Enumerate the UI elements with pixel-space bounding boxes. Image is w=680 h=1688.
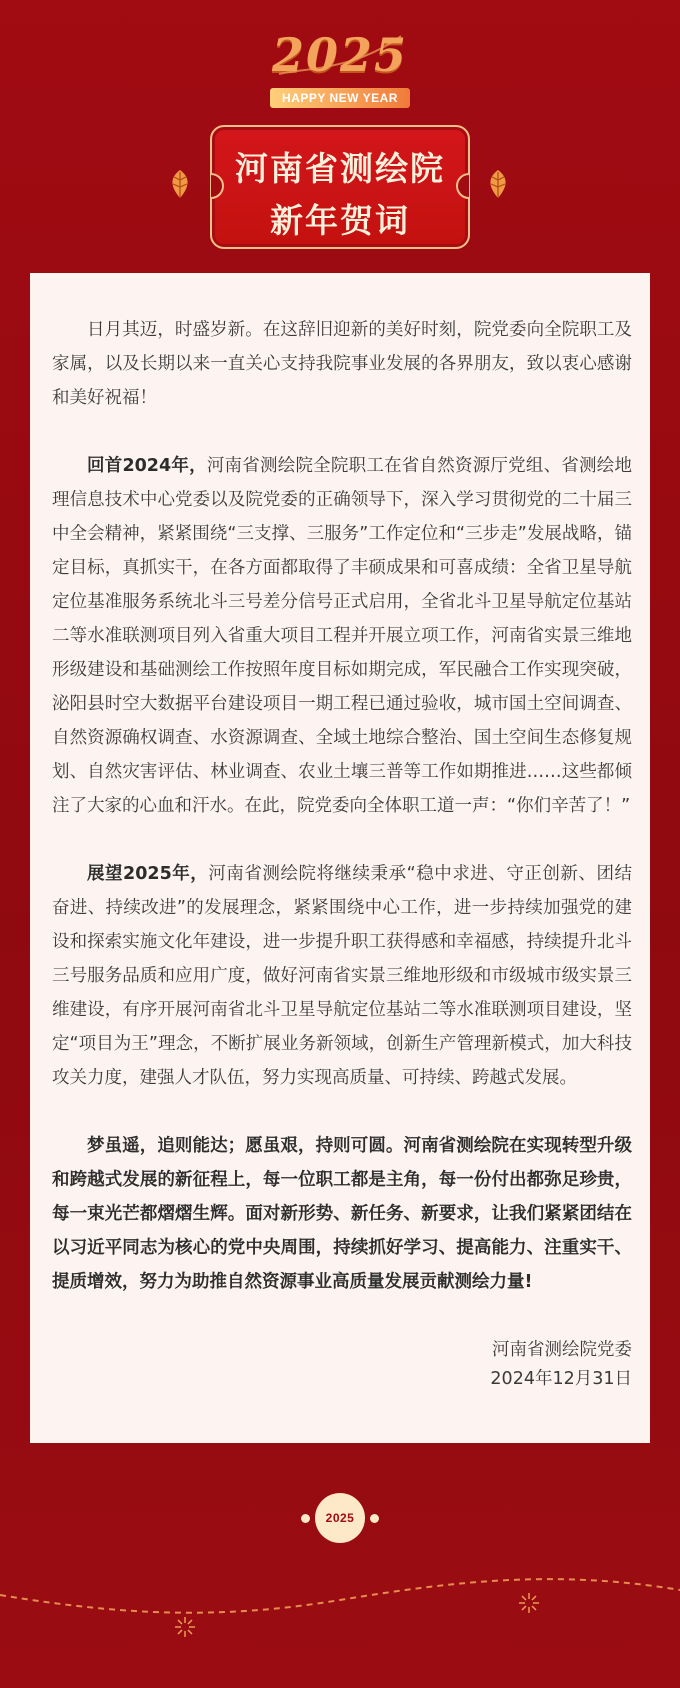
- outlook-paragraph: [52, 857, 632, 1095]
- intro-paragraph: 日月其迈，时盛岁新。在这辞旧迎新的美好时刻，院党委向全院职工及家属，以及长期以来一直关心支持我院事业发展的各界朋友，致以衷心感谢和美好祝福！: [52, 320, 632, 408]
- firework-left-icon: [174, 1616, 196, 1638]
- review-lead: 回首2024年，: [87, 456, 207, 476]
- year-badge: 2025: [315, 1493, 365, 1543]
- left-leaf-ornament-icon: [166, 168, 194, 200]
- signature-date: 2024年12月31日: [490, 1369, 632, 1389]
- swoosh-decoration-icon: [275, 30, 405, 80]
- dashed-wave-decoration: [0, 1560, 680, 1620]
- review-paragraph: [52, 449, 632, 823]
- title-plaque: [210, 125, 470, 249]
- closing-paragraph: 梦虽遥，追则能达；愿虽艰，持则可圆。河南省测绘院在实现转型升级和跨越式发展的新征程上，每一位职工都是主角，每一份付出都弥足珍贵，每一束光芒都熠熠生辉。面对新形势、新任务、新要求，让我们紧紧团结在以习近平同志为核心的党中央周围，持续抓好学习、提高能力、注重实干、提质增效，努力为助推自然资源事业高质量发展贡献测绘力量!: [52, 1136, 632, 1292]
- letter-card: [30, 273, 650, 1443]
- review-body: 河南省测绘院全院职工在省自然资源厅党组、省测绘地理信息技术中心党委以及院党委的正确领导下，深入学习贯彻党的二十届三中全会精神，紧紧围绕“三支撑、三服务”工作定位和“三步走”发展战略，锚定目标，真抓实干，在各方面都取得了丰硕成果和可喜成绩：全省卫星导航定位基准服务系统北斗三号差分信号正式启用，全省北斗卫星导航定位基站二等水准联测项目列入省重大项目工程并开展立项工作，河南省实景三维地形级建设和基础测绘工作按照年度目标如期完成，军民融合工作实现突破，泌阳县时空大数据平台建设项目一期工程已通过验收，城市国土空间调查、自然资源确权调查、水资源调查、全域土地综合整治、国土空间生态修复规划、自然灾害评估、林业调查、农业土壤三普等工作如期推进……这些都倾注了大家的心血和汗水。在此，院党委向全体职工道一声：“你们辛苦了！”: [52, 456, 632, 816]
- title-line-institute: 河南省测绘院: [235, 149, 445, 188]
- badge-dot-right: [370, 1514, 379, 1523]
- year-mark: 2025: [271, 28, 409, 82]
- title-line-greeting: 新年贺词: [270, 201, 410, 240]
- badge-dot-left: [301, 1514, 310, 1523]
- right-leaf-ornament-icon: [484, 168, 512, 200]
- signature-organization: 河南省测绘院党委: [492, 1340, 632, 1360]
- firework-right-icon: [518, 1592, 540, 1614]
- happy-new-year-pill: HAPPY NEW YEAR: [270, 88, 410, 108]
- outlook-lead: 展望2025年，: [87, 864, 209, 884]
- outlook-body: 河南省测绘院将继续秉承“稳中求进、守正创新、团结奋进、持续改进”的发展理念，紧紧围绕中心工作，进一步持续加强党的建设和探索实施文化年建设，进一步提升职工获得感和幸福感，持续提升北斗三号服务品质和应用广度，做好河南省实景三维地形级和市级城市级实景三维建设，有序开展河南省北斗卫星导航定位基站二等水准联测项目建设，坚定“项目为王”理念，不断扩展业务新领域，创新生产管理新模式，加大科技攻关力度，建强人才队伍，努力实现高质量、可持续、跨越式发展。: [52, 864, 632, 1088]
